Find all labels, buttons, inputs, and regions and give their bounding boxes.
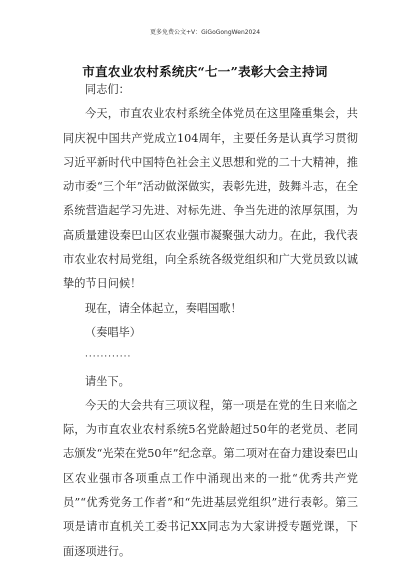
salutation: 同志们： bbox=[85, 83, 130, 96]
agenda-paragraph: 今天的大会共有三项议程，第一项是在党的生日来临之际，为市直农业农村系统5名党龄超过50年的老党员、老同志颁发“光荣在党50年”纪念章。第二项对在奋力建设秦巴山区农业强市各项重点工作中涌现出来的一批“优秀共产党员”“优秀党务工作者”和“先进基层党组织”进行表彰。第三项是请市直机关工委书记XX同志为大家讲授专题党课，下面逐项进行。 bbox=[63, 398, 358, 558]
document-body bbox=[63, 78, 358, 564]
sit-down-line: 请坐下。 bbox=[85, 374, 130, 388]
opening-paragraph: 今天，市直农业农村系统全体党员在这里隆重集会，共同庆祝中国共产党成立104周年，主要任务是认真学习贯彻习近平新时代中国特色社会主义思想和党的二十大精神，推动市委“三个年”活动做深做实，表彰先进，鼓舞斗志，在全系统营造起学习先进、对标先进、争当先进的浓厚氛围，为高质量建设秦巴山区农业强市凝聚强大动力。在此，我代表市农业农村局党组，向全系统各级党组织和广大党员致以诚挚的节日问候！ bbox=[63, 107, 358, 291]
stage-note: （奏唱毕） bbox=[85, 325, 141, 339]
page-header: 更多免费公文+V：GiGoGongWen2024 bbox=[149, 29, 261, 36]
document-title: 市直农业农村系统庆“七一”表彰大会主持词 bbox=[82, 64, 328, 79]
anthem-paragraph: 现在，请全体起立，奏唱国歌！ bbox=[85, 301, 242, 315]
ellipsis-line: ············ bbox=[85, 352, 132, 363]
